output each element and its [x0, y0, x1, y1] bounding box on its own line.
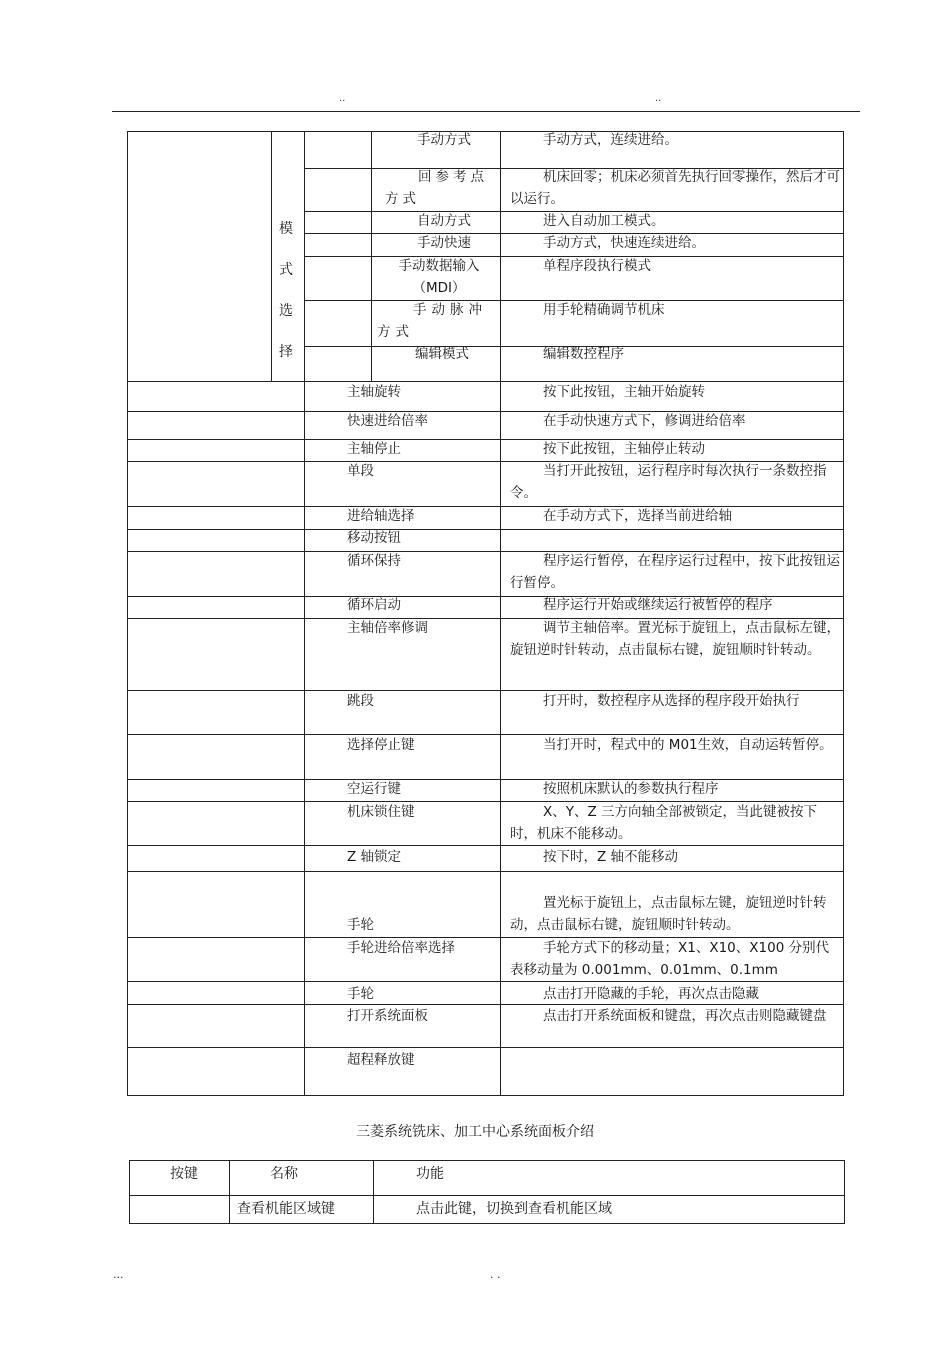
row-name: 空运行键	[347, 781, 401, 797]
row-name: 打开系统面板	[347, 1008, 428, 1024]
row-name: 查看机能区域键	[237, 1201, 335, 1217]
row-name: Z 轴锁定	[347, 849, 402, 865]
row-divider	[130, 1195, 844, 1196]
mode-name: 手动数据输入（MDI）	[398, 258, 480, 296]
row-func: 点击打开系统面板和键盘，再次点击则隐藏键盘	[543, 1008, 827, 1024]
row-name: 进给轴选择	[347, 508, 415, 524]
row-func: 按下此按钮，主轴开始旋转	[543, 384, 705, 400]
row-func: 按下时，Z 轴不能移动	[543, 849, 679, 865]
mode-name: 回参考点方式	[385, 169, 488, 207]
name-col-left-border	[304, 131, 305, 1096]
row-name: 移动按钮	[347, 530, 401, 546]
row-name: 手轮进给倍率选择	[347, 940, 455, 956]
row-sep	[127, 1047, 844, 1048]
section-caption: 三菱系统铣床、加工中心系统面板介绍	[356, 1124, 594, 1140]
footer-dots-left: ...	[113, 1268, 124, 1281]
row-sep	[127, 871, 844, 872]
row-func: 置光标于旋钮上，点击鼠标左键，旋钮逆时针转动，点击鼠标右键，旋钮顺时针转动。	[510, 895, 827, 933]
mode-func: 机床回零；机床必须首先执行回零操作，然后才可以运行。	[510, 169, 840, 207]
table-border-right	[843, 131, 844, 1096]
row-sep	[127, 981, 844, 982]
col-divider	[229, 1161, 230, 1223]
header-func: 功能	[416, 1166, 444, 1182]
row-func: 当打开此按钮，运行程序时每次执行一条数控指令。	[510, 463, 827, 501]
col-divider	[373, 1161, 374, 1223]
mode-name: 手动方式	[417, 132, 471, 148]
row-name: 主轴旋转	[347, 384, 401, 400]
table-border-bottom	[127, 1095, 844, 1096]
row-name: 选择停止键	[347, 737, 415, 753]
row-func: X、Y、Z 三方向轴全部被锁定，当此键被按下时，机床不能移动。	[510, 804, 818, 842]
mode-selection-label: 模式选择	[279, 221, 293, 360]
row-name: 循环保持	[347, 553, 401, 569]
row-func: 点击此键，切换到查看机能区域	[416, 1201, 612, 1217]
row-func: 程序运行开始或继续运行被暂停的程序	[543, 597, 773, 613]
mode-func: 进入自动加工模式。	[543, 213, 665, 229]
row-name: 跳段	[347, 693, 374, 709]
mode-name: 自动方式	[417, 213, 471, 229]
mode-label-left-border	[271, 131, 272, 381]
mode-func: 用手轮精确调节机床	[543, 302, 665, 318]
row-func: 手轮方式下的移动量；X1、X10、X100 分别代表移动量为 0.001mm、0.01mm、0.1mm	[510, 940, 830, 978]
header-dots-right: ..	[655, 93, 662, 104]
row-func: 按下此按钮，主轴停止转动	[543, 441, 705, 457]
row-name: 单段	[347, 463, 374, 479]
row-name: 循环启动	[347, 597, 401, 613]
row-func: 打开时，数控程序从选择的程序段开始执行	[543, 693, 800, 709]
row-func: 在手动快速方式下，修调进给倍率	[543, 413, 746, 429]
header-rule	[112, 111, 860, 112]
control-panel-table	[127, 131, 844, 1096]
row-name: 手轮	[347, 986, 374, 1002]
mitsubishi-panel-table	[129, 1160, 845, 1224]
row-func: 当打开时，程式中的 M01生效，自动运转暂停。	[543, 737, 833, 753]
row-func: 点击打开隐藏的手轮，再次点击隐藏	[543, 986, 759, 1002]
row-name: 手轮	[347, 917, 374, 933]
mode-name: 手动快速	[417, 235, 471, 251]
row-func: 按照机床默认的参数执行程序	[543, 781, 719, 797]
footer-dots-right: . .	[490, 1268, 501, 1281]
header-key: 按键	[170, 1166, 198, 1182]
row-func: 调节主轴倍率。置光标于旋钮上，点击鼠标左键，旋钮逆时针转动，点击鼠标右键，旋钮顺时针转动。	[510, 620, 840, 658]
row-func: 程序运行暂停，在程序运行过程中，按下此按钮运行暂停。	[510, 553, 840, 591]
row-func: 在手动方式下，选择当前进给轴	[543, 508, 732, 524]
row-name: 主轴停止	[347, 441, 401, 457]
mode-name: 手动脉冲方式	[377, 302, 487, 340]
row-name: 主轴倍率修调	[347, 620, 428, 636]
mode-func: 手动方式，连续进给。	[543, 132, 678, 148]
header-dots-left: ..	[339, 93, 346, 104]
row-name: 超程释放键	[347, 1052, 415, 1068]
mode-func: 编辑数控程序	[543, 346, 624, 362]
header-name: 名称	[270, 1166, 298, 1182]
table-border-left	[127, 131, 128, 1096]
mode-func: 手动方式，快速连续进给。	[543, 235, 705, 251]
row-name: 机床锁住键	[347, 804, 415, 820]
row-name: 快速进给倍率	[347, 413, 428, 429]
table-col-divider	[500, 131, 501, 1096]
mode-name: 编辑模式	[415, 346, 469, 362]
mode-func: 单程序段执行模式	[543, 258, 651, 274]
